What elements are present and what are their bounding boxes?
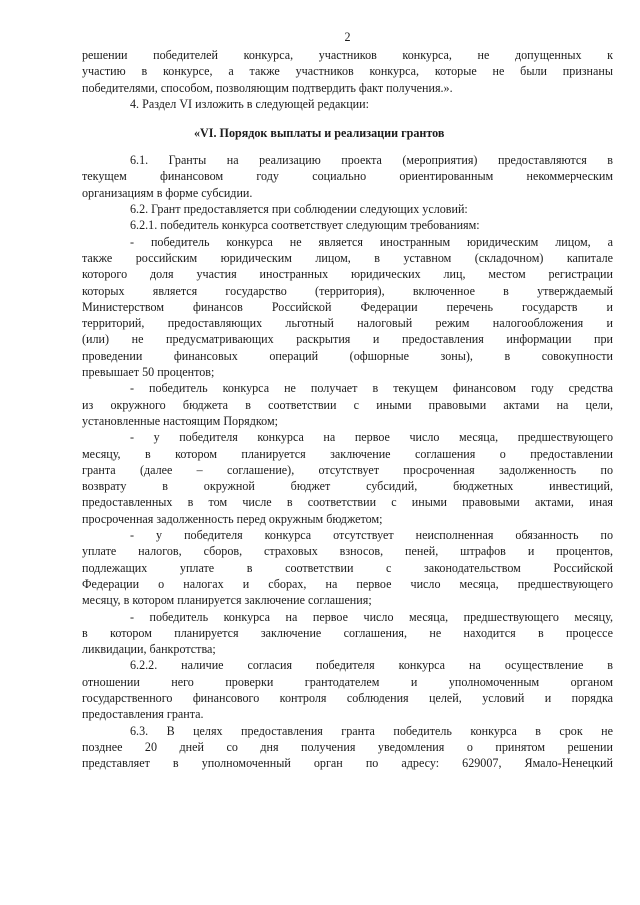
text-line: подлежащих уплате в соответствии с законодательством Российской [82,560,613,575]
text-line: Федерации о налогах и сборах, на первое число месяца, предшествующего [82,576,613,591]
text-line: 6.3. В целях предоставления гранта победитель конкурса в срок не [130,723,613,738]
text-line: проведении финансовых операций (офшорные зоны), в совокупности [82,348,613,363]
text-line: - победитель конкурса не получает в текущем финансовом году средства [130,381,613,396]
text-line: просроченная задолженность перед окружным бюджетом; [82,511,383,526]
text-line: решении победителей конкурса, участников конкурса, не допущенных к [82,48,613,62]
text-line: Министерством финансов Российской Федерации перечень государств и [82,299,613,314]
text-line: 6.1. Гранты на реализацию проекта (мероприятия) предоставляются в [130,153,613,168]
text-line: 4. Раздел VI изложить в следующей редакции: [130,96,369,111]
text-line: территорий, предоставляющих льготный налоговый режим налогообложения и [82,316,613,331]
text-line: 6.2. Грант предоставляется при соблюдении следующих условий: [130,202,468,217]
text-line: (или) не предусматривающих раскрытия и предоставления информации при [82,332,613,347]
text-line: участию в конкурсе, а также участников конкурса, которые не были признаны [82,64,613,79]
page-number: 2 [344,30,351,44]
text-line: предоставления гранта. [82,707,204,722]
text-line: - у победителя конкурса на первое число месяца, предшествующего [130,430,613,445]
text-block-after-heading [82,152,613,771]
text-line: уплате налогов, сборов, страховых взносов, пеней, штрафов и процентов, [82,544,613,559]
text-line: представляет в уполномоченный орган по адресу: 629007, Ямало-Ненецкий [82,756,613,771]
text-line: позднее 20 дней со дня получения уведомления о принятом решении [82,739,613,754]
text-line: государственного финансового контроля соблюдения целей, условий и порядка [82,690,613,705]
text-line: превышает 50 процентов; [82,365,215,380]
text-line: предоставленных в том числе в соответствии с иными правовыми актами, иная [82,495,613,510]
text-line: гранта (далее – соглашение), отсутствует просроченная задолженность по [82,462,613,477]
text-line: из окружного бюджета в соответствии с иными правовыми актами на цели, [82,397,613,412]
text-line: установленные настоящим Порядком; [82,413,278,428]
text-line: текущем финансовом году социально ориентированным некоммерческим [82,169,613,184]
section-heading: «VI. Порядок выплаты и реализации грантов [194,126,445,141]
text-block-before-heading [82,47,613,112]
text-line: которых является государство (территория), включенное в утверждаемый [82,283,613,298]
text-line: месяцу, в котором планируется заключение соглашения о предоставлении [82,446,613,461]
text-line: также российским юридическим лицом, в уставном (складочном) капитале [82,250,613,265]
text-line: победителями, способом, позволяющим подтвердить факт получения.». [82,80,453,95]
text-line: - победитель конкурса не является иностранным юридическим лицом, а [130,234,613,249]
text-line: которого доля участия иностранных юридических лиц, местом регистрации [82,267,613,282]
text-line: 6.2.1. победитель конкурса соответствует следующим требованиям: [130,218,480,233]
text-line: месяцу, в котором планируется заключение соглашения; [82,593,372,608]
text-line: - у победителя конкурса отсутствует неисполненная обязанность по [130,528,613,543]
text-line: организациям в форме субсидии. [82,185,253,200]
text-line: ликвидации, банкротства; [82,642,216,657]
text-line: 6.2.2. наличие согласия победителя конкурса на осуществление в [130,658,613,673]
text-line: отношении него проверки грантодателем и уполномоченным органом [82,674,613,689]
text-line: в котором планируется заключение соглашения, не находится в процессе [82,625,613,640]
text-line: возврату в окружной бюджет субсидий, бюджетных инвестиций, [82,479,613,494]
text-line: - победитель конкурса на первое число месяца, предшествующего месяцу, [130,609,613,624]
